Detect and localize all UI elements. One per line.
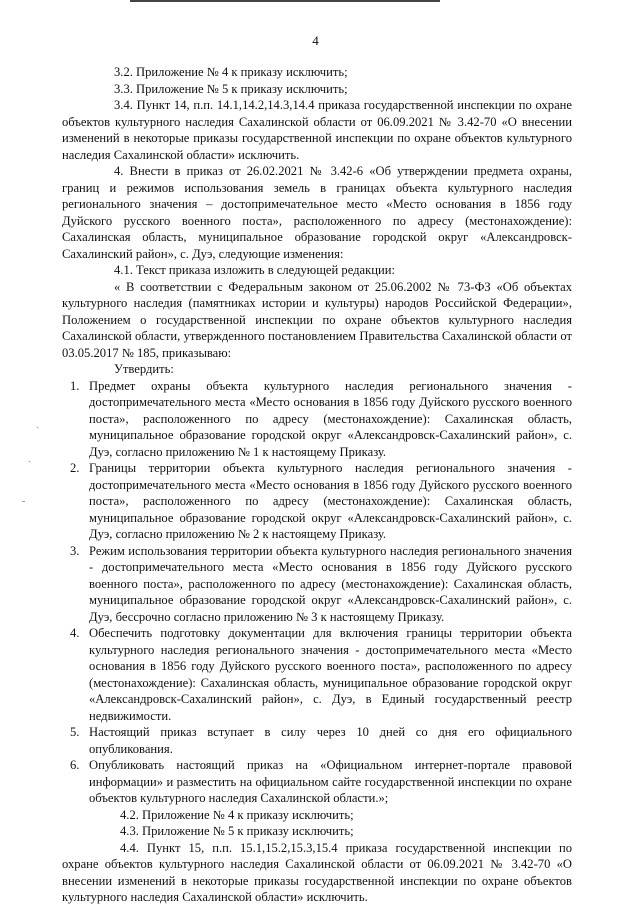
list-item-text: Настоящий приказ вступает в силу через 10 дней со дня его официального опубликования. (89, 725, 572, 756)
paragraph-4: 4. Внести в приказ от 26.02.2021 № 3.42-6 «Об утверждении предмета охраны, границ и режимов использования земель в границах объекта культурного наследия регионального значения – достопримечательное место «Место основания в 1856 году Дуйского русского военного поста», расположенного по адресу (местонахождение): Сахалинская область, муниципальное образование городской округ «Александровск-Сахалинский район», с. Дуэ, следующие изменения: (62, 164, 572, 261)
list-item-number: 2. (70, 461, 80, 475)
list-item (62, 460, 572, 543)
scan-mark: - (22, 496, 26, 507)
list-item-text: Опубликовать настоящий приказ на «Официальном интернет-портале правовой информации» и разместить на официальном сайте государственной инспекции по охране объектов культурного наследия Сахалинской области.»; (89, 758, 572, 805)
approve-heading: Утвердить: (114, 362, 174, 376)
list-item-number: 6. (70, 758, 80, 772)
list-item-number: 1. (70, 378, 80, 393)
list-item-text: Режим использования территории объекта культурного наследия регионального значения - достопримечательного места «Место основания в 1856 году Дуйского русского военного поста», расположенного по адресу (местонахождение): Сахалинская область, муниципальное образование городской округ «Александровск-Сахалинский район», с. Дуэ, бессрочно согласно приложению № 3 к настоящему Приказу. (89, 543, 572, 624)
order-preamble: « В соответствии с Федеральным законом от 25.06.2002 № 73-ФЗ «Об объектах культурного наследия (памятниках истории и культуры) народов Российской Федерации», Положением о государственной инспекции по охране объектов культурного наследия Сахалинской области, утвержденного постановлением Правительства Сахалинской области от 03.05.2017 № 185, приказываю: (62, 279, 572, 360)
paragraph-3-4: 3.4. Пункт 14, п.п. 14.1,14.2,14.3,14.4 приказа государственной инспекции по охране объектов культурного наследия Сахалинской области от 06.09.2021 № 3.42-70 «О внесении изменений в некоторые приказы государственной инспекции по охране объектов культурного наследия Сахалинской области» исключить. (62, 98, 572, 162)
paragraph-4-4: 4.4. Пункт 15, п.п. 15.1,15.2,15.3,15.4 приказа государственной инспекции по охране объектов культурного наследия Сахалинской области от 06.09.2021 № 3.42-70 «О внесении изменений в некоторые приказы государственной инспекции по охране объектов культурного наследия Сахалинской области» исключить. (62, 840, 572, 904)
list-item-number: 4. (70, 626, 80, 640)
document-body (62, 64, 572, 906)
scan-mark: ˎ (28, 452, 32, 463)
list-item (62, 757, 572, 807)
paragraph-3-2: 3.2. Приложение № 4 к приказу исключить; (114, 65, 348, 79)
list-item-number: 5. (70, 725, 80, 739)
list-item (62, 724, 572, 757)
page-number: 4 (312, 33, 319, 48)
list-item (62, 543, 572, 626)
top-border-line (130, 0, 440, 2)
list-item-text: Границы территории объекта культурного наследия регионального значения - достопримечательного места «Место основания в 1856 году Дуйского русского военного поста», расположенного по адресу (местонахождение): Сахалинская область, муниципальное образование городской округ «Александровск-Сахалинский район», с. Дуэ, согласно приложению № 2 к настоящему Приказу. (89, 461, 572, 541)
paragraph-3-3: 3.3. Приложение № 5 к приказу исключить; (114, 81, 348, 96)
paragraph-4-2: 4.2. Приложение № 4 к приказу исключить; (120, 807, 354, 822)
numbered-list (62, 378, 572, 807)
list-item-number: 3. (70, 543, 80, 558)
paragraph-4-3: 4.3. Приложение № 5 к приказу исключить; (120, 824, 354, 838)
scan-mark: ˎ (36, 418, 40, 429)
list-item (62, 378, 572, 461)
list-item-text: Предмет охраны объекта культурного наследия регионального значения - достопримечательного места «Место основания в 1856 году Дуйского русского военного поста», расположенного по адресу (местонахождение): Сахалинская область, муниципальное образование городской округ «Александровск-Сахалинский район», с. Дуэ, согласно приложению № 1 к настоящему Приказу. (89, 378, 572, 459)
paragraph-4-1: 4.1. Текст приказа изложить в следующей редакции: (114, 263, 395, 277)
list-item (62, 625, 572, 724)
list-item-text: Обеспечить подготовку документации для включения границы территории объекта культурного наследия регионального значения - достопримечательного места «Место основания в 1856 году Дуйского русского военного поста», расположенного по адресу (местонахождение): Сахалинская область, муниципальное образование городской округ «Александровск-Сахалинский район», с. Дуэ, в Единый государственный реестр недвижимости. (89, 626, 572, 723)
